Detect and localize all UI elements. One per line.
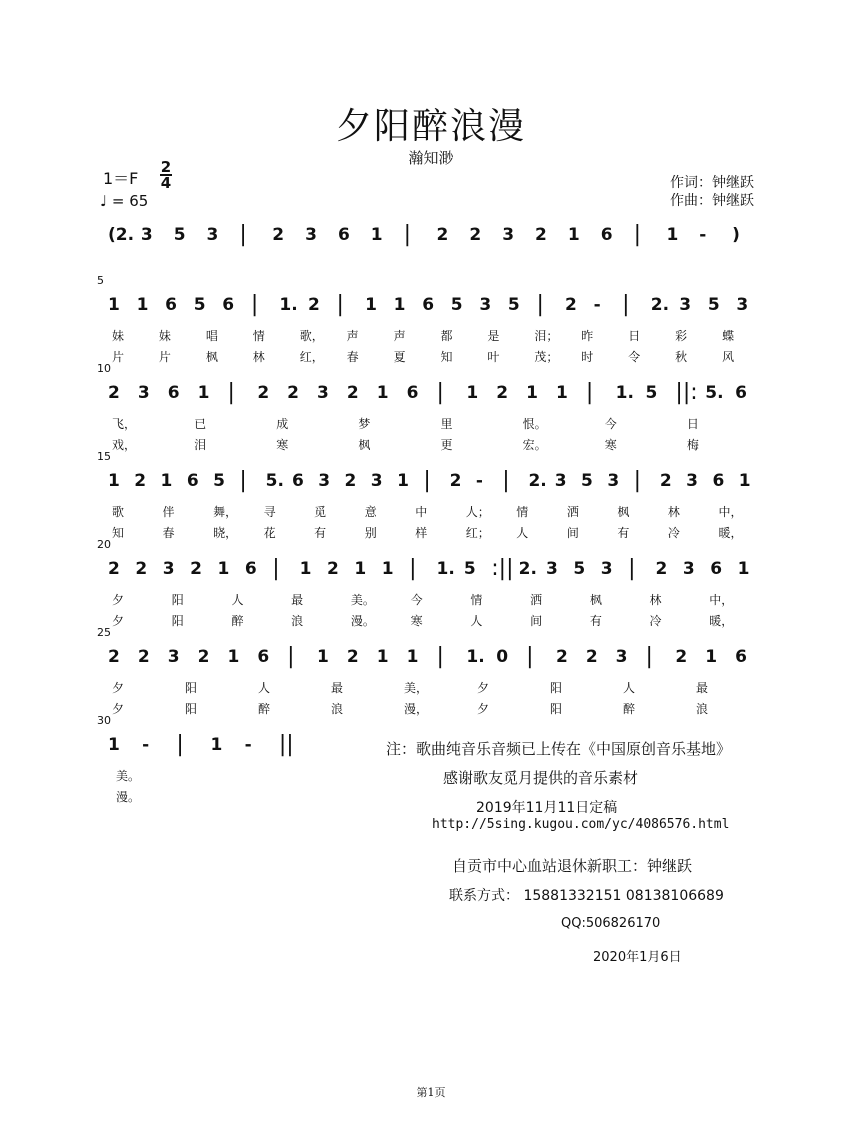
lyric-char: 知 (112, 526, 125, 540)
lyric-char: 中， (709, 593, 734, 607)
note-line-2: 感谢歌友觅月提供的音乐素材 (443, 769, 639, 787)
lyric-char: 秋 (675, 350, 688, 364)
note: 1 (705, 647, 718, 667)
lyric-char: 枫 (205, 350, 218, 364)
barline: ||: (675, 380, 698, 405)
note: 5 (581, 471, 593, 491)
note: 6 (337, 225, 350, 245)
note: 1 (406, 647, 419, 667)
note: 2 (344, 471, 357, 491)
note: 6 (712, 471, 725, 491)
note: 2 (565, 295, 577, 315)
lyric-char: 夕 (112, 681, 125, 695)
lyric-char: 叶 (487, 350, 500, 364)
note: 3 (317, 383, 329, 403)
note: 2 (134, 471, 147, 491)
note: 3 (600, 559, 613, 579)
note: 2 (272, 225, 285, 245)
note: 1 (666, 225, 679, 245)
note: 1. (436, 559, 455, 579)
note: 6 (165, 295, 177, 315)
lyric-char: 醉 (623, 702, 636, 716)
song-title: 夕阳醉浪漫 (335, 106, 526, 147)
note: 2 (257, 383, 270, 403)
note: 3 (502, 225, 515, 245)
lyric-char: 阳 (171, 593, 184, 607)
note: 1 (317, 647, 329, 667)
barline: | (436, 380, 444, 405)
note: 6 (735, 647, 747, 667)
note: 1 (738, 471, 751, 491)
note: 3 (479, 295, 492, 315)
lyric-char: 知 (440, 350, 453, 364)
note: 6 (186, 471, 199, 491)
lyric-char: 漫。 (116, 790, 141, 804)
meter-bottom: 4 (160, 174, 172, 192)
beam (108, 493, 765, 494)
lyric-char: 间 (566, 526, 579, 540)
note: 2 (585, 647, 598, 667)
tempo-value: = 65 (111, 192, 149, 210)
lyric-char: 片 (158, 350, 171, 364)
lyric-char: 片 (112, 350, 125, 364)
lyric-char: 情 (516, 505, 529, 519)
note: 0 (496, 647, 509, 667)
lyric-char: 梅 (686, 438, 699, 452)
lyric-char: 夕 (112, 702, 125, 716)
lyric-char: 时 (581, 350, 594, 364)
lyric-char: 歌， (299, 329, 324, 343)
lyric-char: 春 (346, 350, 359, 364)
lyric-char: 梦 (358, 417, 371, 431)
note: 3 (736, 295, 749, 315)
note: 5 (193, 295, 206, 315)
lyric-char: 更 (440, 438, 453, 452)
note: 3 (607, 471, 620, 491)
lyric-char: 觅 (314, 505, 327, 519)
note: 2. (518, 559, 537, 579)
note: 2. (528, 471, 547, 491)
note: 3 (167, 647, 180, 667)
lyric-char: 美。 (350, 593, 375, 607)
note: 1 (299, 559, 312, 579)
meter-top: 2 (160, 158, 172, 176)
barline: | (176, 732, 184, 757)
lyric-char: 唱 (205, 329, 218, 343)
note: 6 (710, 559, 723, 579)
note: 3 (686, 471, 698, 491)
lyric-char: 恨。 (522, 417, 547, 431)
date-line: 2020年1月6日 (593, 950, 682, 965)
note: 6 (735, 383, 747, 403)
barline: || (278, 732, 294, 757)
note: - (593, 295, 601, 315)
lyric-char: 枫 (589, 593, 602, 607)
note: 5 (507, 295, 520, 315)
barline: | (526, 644, 534, 669)
note: 2 (655, 559, 668, 579)
composer: 作曲：钟继跃 (670, 193, 754, 209)
lyric-char: 晓， (213, 526, 238, 540)
note: - (699, 225, 707, 245)
note: 1 (136, 295, 149, 315)
measure-number: 30 (97, 714, 111, 727)
measure-number: 10 (97, 362, 111, 375)
barline: | (239, 222, 247, 247)
note: 1 (381, 559, 394, 579)
measure-number: 15 (97, 450, 111, 463)
barline: | (227, 380, 235, 405)
note: 3 (206, 225, 219, 245)
barline: | (239, 468, 247, 493)
note: 3 (305, 225, 317, 245)
note: - (244, 735, 252, 755)
lyric-char: 漫。 (350, 614, 375, 628)
lyric-char: 红； (465, 526, 490, 540)
lyric-char: 昨 (581, 329, 594, 343)
contact-line: 联系方式： 15881332151 08138106689 (449, 888, 724, 904)
lyric-char: 彩 (675, 329, 688, 343)
lyric-char: 阳 (185, 681, 198, 695)
lyric-char: 有 (589, 614, 602, 628)
measure-number: 5 (97, 274, 104, 287)
lyric-char: 枫 (358, 438, 371, 452)
key-signature: 1＝F (103, 169, 139, 188)
note: 2 (535, 225, 547, 245)
barline: | (628, 556, 636, 581)
lyric-char: 今 (604, 417, 617, 431)
lyric-char: 飞， (112, 417, 137, 431)
note: 1 (365, 295, 377, 315)
note: 1 (555, 383, 568, 403)
note: 1 (108, 471, 120, 491)
beam (108, 405, 765, 406)
note: 2 (346, 647, 359, 667)
barline: :|| (491, 556, 514, 581)
lyric-char: 浪 (291, 614, 304, 628)
note: 2 (449, 471, 462, 491)
lyric-char: 美， (404, 681, 429, 695)
note: 3 (137, 383, 150, 403)
barline: | (272, 556, 280, 581)
quarter-note-icon: ♩ (100, 192, 108, 210)
note: 1 (217, 559, 230, 579)
lyric-char: 寒 (604, 438, 617, 452)
lyric-char: 红， (299, 350, 324, 364)
lyric-char: 林 (667, 505, 680, 519)
note: 3 (554, 471, 567, 491)
lyric-char: 伴 (162, 505, 175, 519)
lyric-char: 人 (231, 593, 244, 607)
lyric-char: 枫 (617, 505, 630, 519)
time-signature (160, 160, 172, 190)
note: 6 (167, 383, 180, 403)
lyric-char: 情 (252, 329, 265, 343)
note: 1 (197, 383, 210, 403)
note: 1 (376, 647, 389, 667)
lyric-char: 冷 (667, 526, 680, 540)
lyric-char: 暖， (718, 526, 743, 540)
lyric-char: 洒 (530, 593, 543, 607)
lyric-char: 情 (470, 593, 483, 607)
lyricist: 作词：钟继跃 (670, 175, 754, 191)
lyric-char: 寻 (263, 505, 276, 519)
note: 2 (137, 647, 150, 667)
note: 1 (108, 735, 120, 755)
note: 1 (210, 735, 223, 755)
note: 5 (573, 559, 586, 579)
lyric-char: 泪； (534, 329, 559, 343)
note: 3 (679, 295, 692, 315)
lyric-char: 浪 (331, 702, 344, 716)
note: 2 (496, 383, 509, 403)
lyric-char: 成 (276, 417, 289, 431)
note: 3 (546, 559, 558, 579)
measure-number: 20 (97, 538, 111, 551)
lyric-char: 声 (393, 329, 406, 343)
note: 1 (526, 383, 538, 403)
note: 1 (466, 383, 479, 403)
note: 2 (197, 647, 210, 667)
lyric-char: 阳 (185, 702, 198, 716)
lyric-char: 间 (530, 614, 543, 628)
lyric-char: 花 (263, 526, 276, 540)
note: 6 (422, 295, 435, 315)
lyric-char: 宏。 (522, 438, 547, 452)
singer: 瀚知渺 (408, 149, 454, 167)
note: 6 (291, 471, 304, 491)
barline: | (536, 292, 544, 317)
lyric-char: 夕 (477, 681, 490, 695)
lyric-char: 阳 (550, 702, 563, 716)
barline: | (633, 468, 642, 493)
qq-line: QQ:506826170 (561, 916, 661, 931)
barline: | (502, 468, 510, 493)
note: 5 (463, 559, 476, 579)
beam (108, 317, 765, 318)
barline: | (423, 468, 431, 493)
lyric-char: 人； (465, 505, 490, 519)
note: 6 (257, 647, 270, 667)
lyric-char: 意 (364, 505, 377, 519)
lyric-char: 夕 (112, 593, 125, 607)
note: 2 (469, 225, 482, 245)
note: - (475, 471, 483, 491)
lyric-char: 林 (649, 593, 662, 607)
lyric-char: 泪 (194, 438, 207, 452)
lyric-char: 茂； (534, 350, 559, 364)
barline: | (585, 380, 594, 405)
note: 1 (393, 295, 406, 315)
lyric-char: 暖， (709, 614, 734, 628)
lyric-char: 林 (252, 350, 265, 364)
note: 2 (135, 559, 148, 579)
page-number: 第1页 (416, 1086, 446, 1099)
barline: | (336, 292, 344, 317)
lyric-char: 阳 (550, 681, 563, 695)
note: 2 (555, 647, 568, 667)
note: 2 (675, 647, 688, 667)
measure-number: 25 (97, 626, 111, 639)
note: 5. (265, 471, 284, 491)
note: 5. (705, 383, 724, 403)
note: 1 (376, 383, 389, 403)
note: 1. (615, 383, 634, 403)
note: 3 (370, 471, 383, 491)
barline: | (287, 644, 295, 669)
note: 3 (318, 471, 331, 491)
note: 2 (659, 471, 672, 491)
lyric-char: 春 (162, 526, 175, 540)
note: 5 (450, 295, 463, 315)
note: 1 (567, 225, 580, 245)
note: 5 (173, 225, 186, 245)
note: 2 (108, 383, 120, 403)
note: 1 (227, 647, 240, 667)
barline: | (645, 644, 653, 669)
note: 6 (222, 295, 235, 315)
note: 5 (645, 383, 658, 403)
barline: | (409, 556, 417, 581)
lyric-char: 人 (470, 614, 483, 628)
lyric-char: 夏 (393, 350, 406, 364)
lyric-char: 有 (617, 526, 630, 540)
lyric-char: 蝶 (722, 329, 735, 343)
note: 1 (160, 471, 173, 491)
note: 1. (279, 295, 298, 315)
lyric-char: 妹 (112, 329, 125, 343)
note: 1 (737, 559, 750, 579)
note: 6 (600, 225, 613, 245)
note: (2. (108, 225, 135, 245)
note: - (142, 735, 150, 755)
lyric-char: 是 (487, 329, 500, 343)
lyric-char: 日 (686, 417, 699, 431)
lyric-char: 浪 (696, 702, 709, 716)
note: 1 (370, 225, 383, 245)
lyric-char: 声 (346, 329, 359, 343)
lyric-char: 别 (364, 526, 377, 540)
note: 3 (162, 559, 175, 579)
lyric-char: 人 (258, 681, 271, 695)
lyric-char: 人 (516, 526, 529, 540)
lyric-char: 醉 (231, 614, 244, 628)
note: 2. (650, 295, 670, 315)
lyric-char: 人 (623, 681, 636, 695)
note: 5 (707, 295, 720, 315)
lyric-char: 寒 (410, 614, 423, 628)
note: 3 (140, 225, 153, 245)
barline: | (436, 644, 444, 669)
lyric-char: 舞， (213, 505, 238, 519)
finalized-date: 2019年11月11日定稿 (476, 800, 618, 816)
note: 2 (346, 383, 359, 403)
beam (108, 669, 765, 670)
beam (108, 247, 765, 248)
barline: | (403, 222, 412, 247)
lyric-char: 冷 (649, 614, 662, 628)
lyric-char: 令 (628, 350, 641, 364)
note: 2 (436, 225, 449, 245)
lyric-char: 今 (410, 593, 423, 607)
note: ) (732, 225, 740, 245)
lyric-char: 美。 (116, 769, 141, 783)
note: 2 (327, 559, 339, 579)
lyric-char: 醉 (258, 702, 271, 716)
lyric-char: 最 (331, 681, 344, 695)
note: 2 (287, 383, 300, 403)
note: 2 (108, 647, 120, 667)
lyric-char: 最 (696, 681, 709, 695)
lyric-char: 里 (440, 417, 453, 431)
note: 6 (406, 383, 419, 403)
barline: | (622, 292, 630, 317)
lyric-char: 最 (291, 593, 304, 607)
lyric-char: 漫， (404, 702, 429, 716)
lyric-char: 阳 (171, 614, 184, 628)
note: 3 (615, 647, 628, 667)
lyric-char: 歌 (112, 505, 125, 519)
note-line-1: 注：歌曲纯音乐音频已上传在《中国原创音乐基地》 (386, 740, 732, 758)
lyric-char: 中 (415, 505, 428, 519)
note: 2 (190, 559, 202, 579)
note: 2 (108, 559, 120, 579)
note: 5 (213, 471, 225, 491)
note: 1 (354, 559, 367, 579)
note: 1 (397, 471, 409, 491)
note: 1. (466, 647, 485, 667)
beam (108, 757, 313, 758)
lyric-char: 妹 (158, 329, 171, 343)
barline: | (250, 292, 259, 317)
lyric-char: 有 (314, 526, 327, 540)
note: 1 (108, 295, 120, 315)
note: 6 (244, 559, 257, 579)
lyric-char: 已 (194, 417, 207, 431)
lyric-char: 夕 (477, 702, 490, 716)
barline: | (633, 222, 642, 247)
lyric-char: 都 (440, 329, 453, 343)
lyric-char: 夕 (112, 614, 125, 628)
lyric-char: 洒 (566, 505, 579, 519)
beam (108, 581, 765, 582)
url-link[interactable]: http://5sing.kugou.com/yc/4086576.html (432, 817, 730, 832)
note: 3 (682, 559, 695, 579)
lyric-char: 中， (718, 505, 743, 519)
author-line: 自贡市中心血站退休新职工：钟继跃 (452, 857, 693, 875)
lyric-char: 风 (722, 350, 735, 364)
lyric-char: 戏， (112, 438, 137, 452)
lyric-char: 日 (628, 329, 641, 343)
note: 2 (307, 295, 320, 315)
tempo (100, 192, 148, 210)
lyric-char: 样 (415, 526, 428, 540)
lyric-char: 寒 (276, 438, 289, 452)
